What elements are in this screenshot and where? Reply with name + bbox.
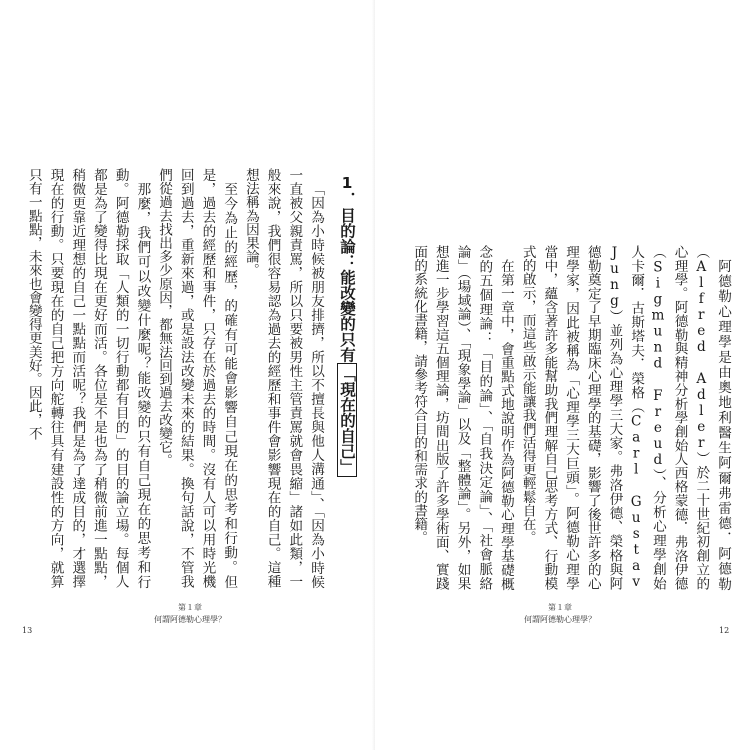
chapter-title: 何謂阿德勒心理學？ (524, 615, 596, 624)
paragraph: 在第一章中，會重點式地說明作為阿德勒心理學基礎概念的五個理論：「目的論」、「自我決定論」、「社會脈絡論」（場域論）、「現象學論」以及「整體論」。另外，如果想進一步學習這五個理論，坊間出版了許多學術面、實踐面的系統化書籍，請參考符合目的和需求的書籍。 (411, 245, 514, 590)
right-page (375, 0, 750, 750)
page-number: 12 (719, 626, 730, 635)
page-number: 13 (22, 626, 33, 635)
section-heading (332, 168, 362, 588)
heading-highlight: 「現在的自己」 (337, 363, 357, 478)
paragraph: 那麼，我們可以改變什麼呢？能改變的只有自己現在的思考和行動。阿德勒採取「人類的一切行動都有目的」的目的論立場。每個人都是為了變得比現在更好而活。各位是不是也為了稍微前進一點點，稍微更靠近理想的自己一點點而活呢？我們是為了達成目的，才選擇現在的行動。只要現在的自己把方向舵轉往具有建設性的方向，就算只有一點點，未來也會變得更美好。因此，不 (25, 168, 151, 588)
heading-number: 1． (338, 174, 356, 208)
paragraph: 「因為小時候被朋友排擠，所以不擅長與他人溝通」、「因為小時候一直被父親責罵，所以只要被男性主管責罵就會畏縮」諸如此類，一般來說，我們很容易認為過去的經歷和事件會影響現在的自己。這種想法稱為因果論。 (242, 168, 324, 588)
chapter-label: 第１章 (548, 603, 572, 612)
right-page-body (395, 245, 733, 590)
paragraph: 至今為止的經歷，的確有可能會影響自己現在的思考和行動。但是，過去的經歷和事件，只存在於過去的時間。沒有人可以用時光機回到過去，重新來過，或是設法改變未來的結果。換句話說，不管我們從過去找出多少原因，都無法回到過去改變它。 (156, 168, 238, 588)
chapter-title: 何謂阿德勒心理學？ (154, 615, 226, 624)
chapter-label: 第１章 (178, 603, 202, 612)
running-footer (130, 602, 250, 626)
paragraph: 阿德勒心理學是由奧地利醫生阿爾弗雷德．阿德勒（Alfred Adler）於二十世紀初創立的心理學。阿德勒與精神分析學創始人西格蒙德．弗洛伊德（Sigmund Freud）、分析心理學創始人卡爾．古斯塔夫．榮格（Carl Gustav Jung）並列為心理學三大家。弗洛伊德、榮格與阿德勒奠定了早期臨床心理學的基礎，影響了後世許多的心理學家，因此被稱為「心理學三大巨頭」。阿德勒心理學當中，蘊含著許多能幫助我們理解自己思考方式、行動模式的啟示，而這些啟示能讓我們活得更輕鬆自在。 (519, 245, 731, 590)
left-page-body (22, 168, 362, 588)
running-footer (500, 602, 620, 626)
heading-text: 目的論：能改變的只有 (338, 207, 356, 363)
